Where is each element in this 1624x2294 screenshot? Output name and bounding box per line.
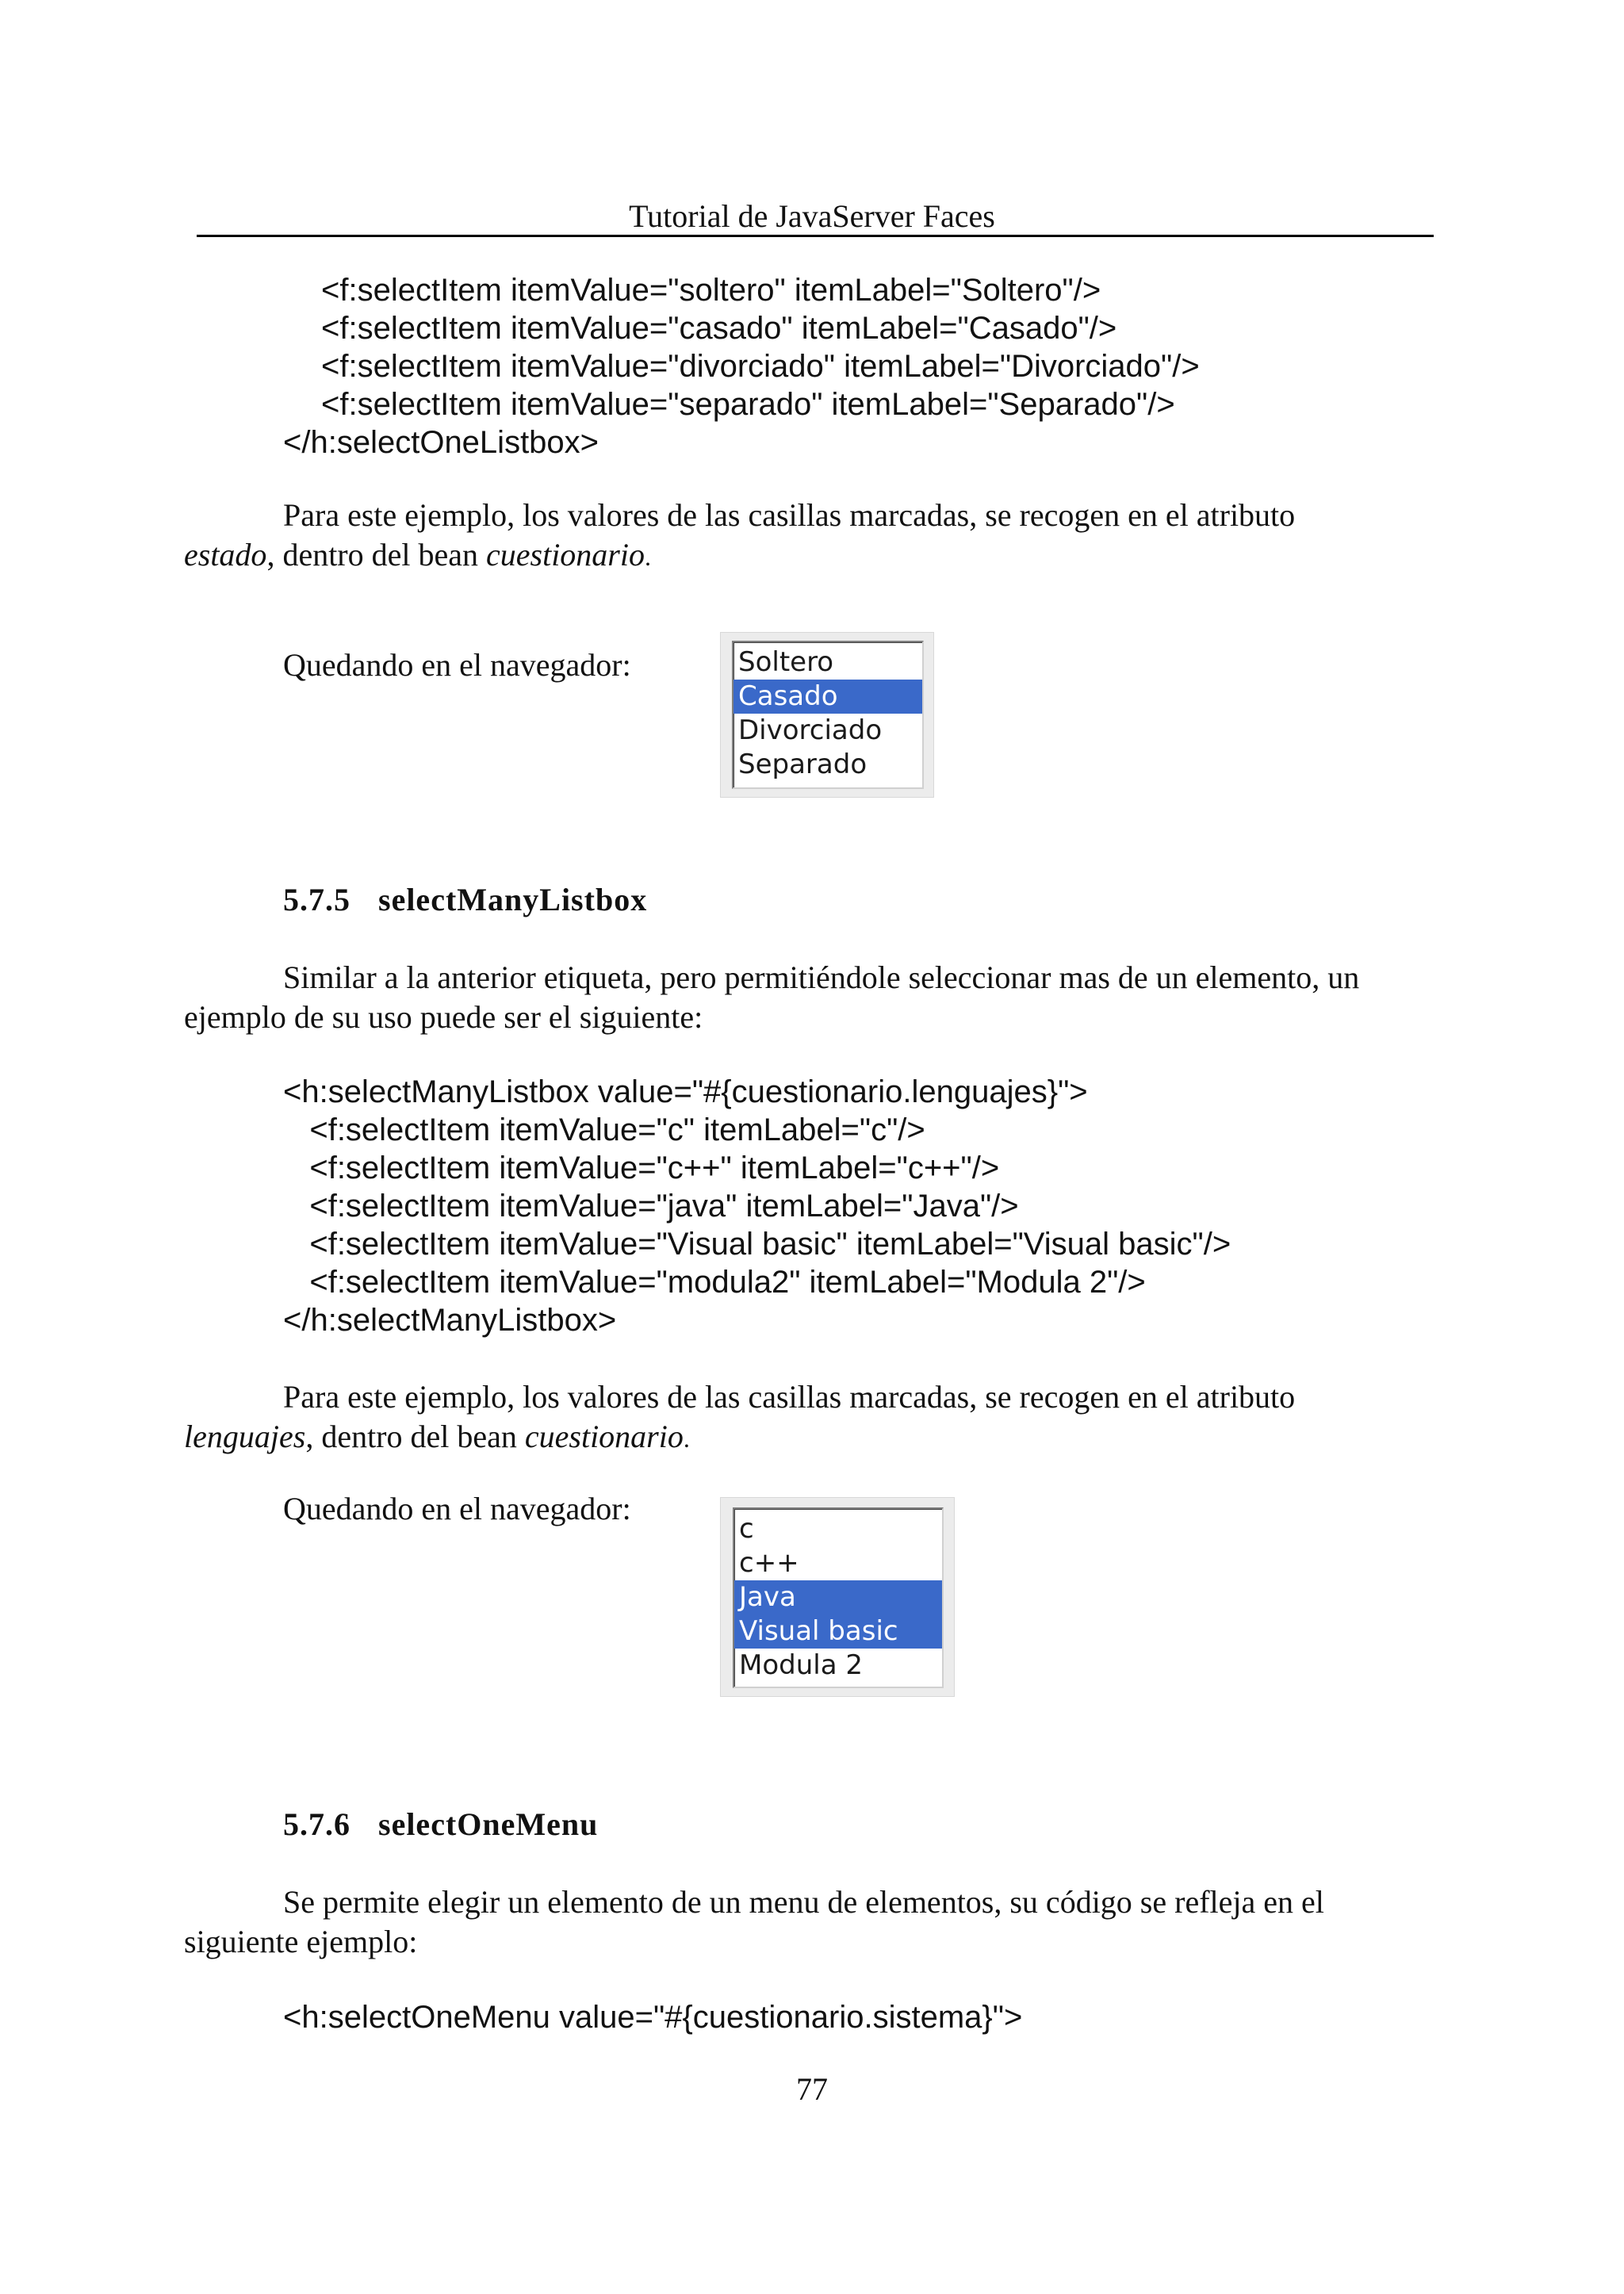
browser-label: Quedando en el navegador: <box>283 647 631 683</box>
code-line: <f:selectItem itemValue="separado" itemLabel="Separado"/> <box>321 387 1175 422</box>
code-line: <f:selectItem itemValue="casado" itemLabel="Casado"/> <box>321 311 1117 346</box>
listbox-option-selected[interactable]: Casado <box>733 680 922 714</box>
listbox-screenshot <box>720 1497 955 1697</box>
section-number: 5.7.6 <box>283 1806 350 1842</box>
listbox-option[interactable]: Separado <box>738 749 868 780</box>
code-line: <h:selectOneMenu value="#{cuestionario.sistema}"> <box>283 2000 1023 2035</box>
code-line: </h:selectOneListbox> <box>283 425 599 460</box>
section-heading <box>283 1805 598 1844</box>
paragraph: Se permite elegir un elemento de un menu de elementos, su código se refleja en el <box>283 1884 1324 1920</box>
running-header: Tutorial de JavaServer Faces <box>629 198 995 234</box>
listbox-screenshot <box>720 632 934 798</box>
code-line: <f:selectItem itemValue="c" itemLabel="c"/> <box>283 1113 925 1147</box>
listbox-option[interactable]: Modula 2 <box>739 1649 863 1681</box>
browser-label: Quedando en el navegador: <box>283 1491 631 1526</box>
listbox-option[interactable]: c <box>739 1513 754 1545</box>
section-number: 5.7.5 <box>283 882 350 917</box>
code-line: <f:selectItem itemValue="java" itemLabel="Java"/> <box>283 1189 1019 1224</box>
listbox-option[interactable]: Soltero <box>738 646 834 678</box>
attribute-name: lenguajes <box>184 1419 306 1454</box>
listbox-option-selected[interactable]: Java <box>734 1580 942 1614</box>
period: . <box>644 542 651 571</box>
code-line: <f:selectItem itemValue="Visual basic" itemLabel="Visual basic"/> <box>283 1227 1231 1262</box>
paragraph <box>184 535 651 576</box>
paragraph-text: , dentro del bean <box>266 537 486 573</box>
attribute-name: estado <box>184 537 267 573</box>
paragraph <box>184 1417 690 1458</box>
listbox-option[interactable]: c++ <box>739 1547 799 1579</box>
period: . <box>683 1424 690 1453</box>
single-select-listbox[interactable] <box>732 641 924 789</box>
code-line: <f:selectItem itemValue="soltero" itemLabel="Soltero"/> <box>321 273 1101 308</box>
section-heading <box>283 880 647 920</box>
code-line: <f:selectItem itemValue="c++" itemLabel="c++"/> <box>283 1151 1000 1185</box>
code-line: <f:selectItem itemValue="divorciado" itemLabel="Divorciado"/> <box>321 349 1200 384</box>
paragraph-text: , dentro del bean <box>305 1419 525 1454</box>
paragraph: Para este ejemplo, los valores de las casillas marcadas, se recogen en el atributo <box>283 497 1296 533</box>
listbox-option-selected[interactable]: Visual basic <box>734 1614 942 1649</box>
paragraph: Similar a la anterior etiqueta, pero permitiéndole seleccionar mas de un elemento, un <box>283 959 1360 995</box>
code-line: <h:selectManyListbox value="#{cuestionario.lenguajes}"> <box>283 1074 1088 1109</box>
paragraph: Para este ejemplo, los valores de las casillas marcadas, se recogen en el atributo <box>283 1379 1296 1415</box>
section-title: selectManyListbox <box>378 882 648 917</box>
page-number: 77 <box>796 2071 828 2107</box>
bean-name: cuestionario <box>524 1419 684 1454</box>
header-rule <box>197 235 1434 237</box>
bean-name: cuestionario <box>486 537 645 573</box>
multi-select-listbox[interactable] <box>733 1507 944 1688</box>
paragraph: siguiente ejemplo: <box>184 1924 418 1959</box>
paragraph: ejemplo de su uso puede ser el siguiente: <box>184 999 703 1035</box>
code-line: </h:selectManyListbox> <box>283 1303 617 1338</box>
section-title: selectOneMenu <box>378 1806 599 1842</box>
listbox-option[interactable]: Divorciado <box>738 714 883 746</box>
code-line: <f:selectItem itemValue="modula2" itemLabel="Modula 2"/> <box>283 1265 1146 1300</box>
